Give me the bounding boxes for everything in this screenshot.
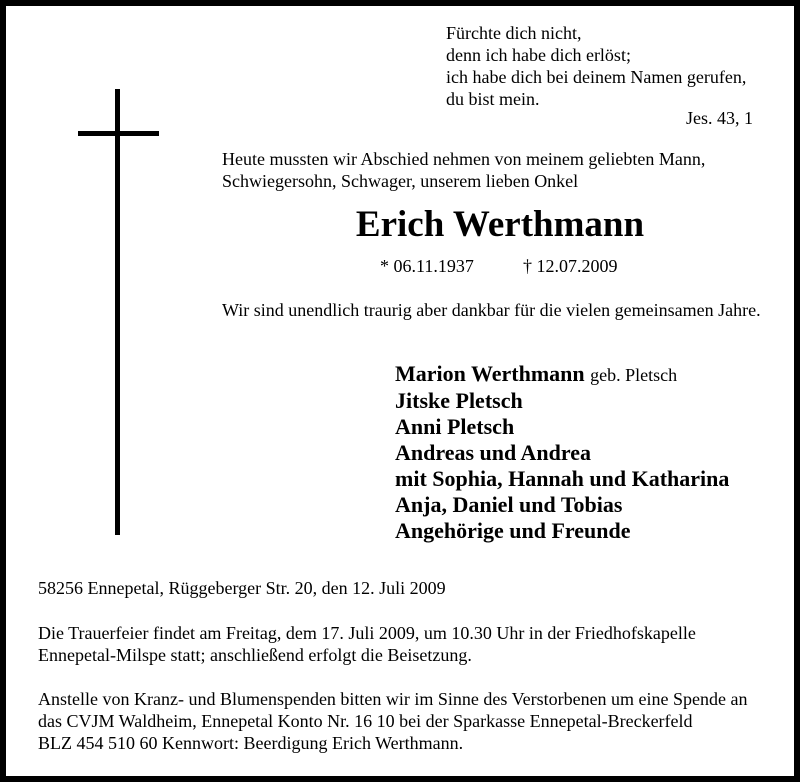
intro-line: Schwiegersohn, Schwager, unserem lieben Onkel: [222, 171, 579, 191]
place-date: 58256 Ennepetal, Rüggeberger Str. 20, den 12. Juli 2009: [38, 578, 446, 598]
verse-line: Fürchte dich nicht,: [446, 23, 582, 43]
death-date: † 12.07.2009: [523, 256, 618, 276]
donation-line: das CVJM Waldheim, Ennepetal Konto Nr. 16 10 bei der Sparkasse Ennepetal-Breckerfeld: [38, 711, 693, 731]
verse-line: du bist mein.: [446, 89, 540, 109]
donation-line: Anstelle von Kranz- und Blumenspenden bitten wir im Sinne des Verstorbenen um eine Spende an: [38, 689, 748, 709]
family-member: Andreas und Andrea: [395, 440, 592, 465]
funeral-info: [38, 622, 696, 666]
donation-line: BLZ 454 510 60 Kennwort: Beerdigung Erich Werthmann.: [38, 733, 464, 753]
family-list: [395, 361, 729, 544]
funeral-line: Ennepetal-Milspe statt; anschließend erfolgt die Beisetzung.: [38, 645, 472, 665]
family-first-name: Marion Werthmann: [395, 361, 585, 386]
verse-line: ich habe dich bei deinem Namen gerufen,: [446, 67, 747, 87]
deceased-name: Erich Werthmann: [355, 204, 645, 245]
intro-line: Heute mussten wir Abschied nehmen von meinem geliebten Mann,: [222, 149, 706, 169]
funeral-line: Die Trauerfeier findet am Freitag, dem 17. Juli 2009, um 10.30 Uhr in der Friedhofskapelle: [38, 623, 696, 643]
verse-reference: Jes. 43, 1: [686, 108, 753, 128]
family-member: Anni Pletsch: [395, 414, 515, 439]
verse-line: denn ich habe dich erlöst;: [446, 45, 631, 65]
cross-icon-bar: [78, 131, 159, 136]
family-first-note: geb. Pletsch: [590, 365, 678, 385]
thanks-text: Wir sind unendlich traurig aber dankbar für die vielen gemeinsamen Jahre.: [222, 300, 761, 320]
family-member: [395, 361, 729, 388]
family-member: Angehörige und Freunde: [395, 518, 631, 543]
intro-text: [222, 148, 705, 192]
bible-verse: [446, 22, 746, 110]
donation-info: [38, 688, 748, 754]
birth-date: * 06.11.1937: [380, 256, 474, 276]
family-member: mit Sophia, Hannah und Katharina: [395, 466, 730, 491]
cross-icon: [115, 89, 120, 535]
family-member: Jitske Pletsch: [395, 388, 523, 413]
family-member: Anja, Daniel und Tobias: [395, 492, 623, 517]
